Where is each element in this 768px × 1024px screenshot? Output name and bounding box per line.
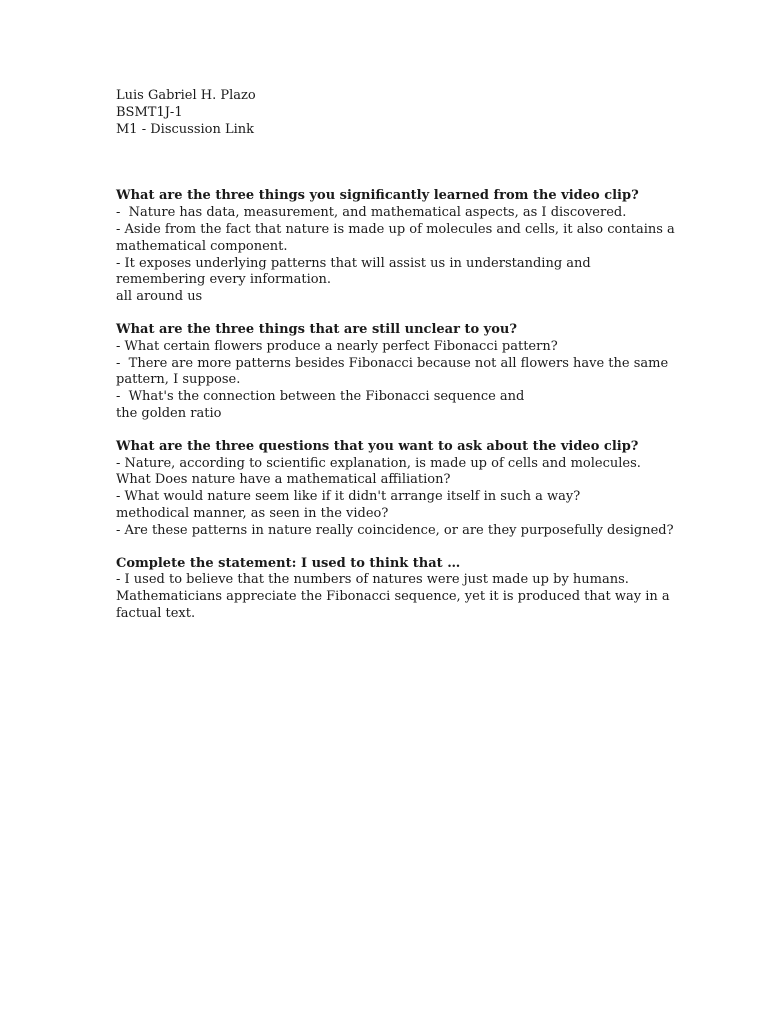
section-learned	[116, 188, 679, 306]
answer-line: - Nature, according to scientific explanation, is made up of cells and molecules.	[116, 455, 641, 471]
answer-line: Mathematicians appreciate the Fibonacci sequence, yet it is produced that way in a factual text.	[116, 589, 674, 621]
answer-line: - There are more patterns besides Fibonacci because not all flowers have the same pattern, I suppose.	[116, 355, 673, 388]
answer-line: - It exposes underlying patterns that will assist us in understanding and remembering every information.	[116, 255, 595, 288]
section-unclear	[116, 322, 676, 423]
answer-line: all around us	[116, 289, 203, 305]
answer-line: methodical manner, as seen in the video?	[116, 505, 389, 521]
answer-line: the golden ratio	[116, 405, 222, 421]
answer-line: - What would nature seem like if it didn't arrange itself in such a way?	[116, 489, 581, 505]
author-name: Luis Gabriel H. Plazo	[116, 88, 256, 103]
answer-line: - Nature has data, measurement, and mathematical aspects, as I discovered.	[116, 205, 627, 221]
document-page	[116, 88, 679, 639]
question-heading: What are the three things that are still unclear to you?	[116, 321, 517, 337]
answer-line: - Aside from the fact that nature is made up of molecules and cells, it also contains a mathematical component.	[116, 221, 679, 254]
section-statement	[116, 556, 676, 623]
module-title: M1 - Discussion Link	[116, 121, 255, 137]
question-heading: Complete the statement: I used to think that …	[116, 555, 461, 571]
header-spacer	[116, 138, 676, 188]
document-header	[116, 88, 676, 138]
answer-line: - What certain flowers produce a nearly perfect Fibonacci pattern?	[116, 338, 558, 354]
answer-line: - Are these patterns in nature really coincidence, or are they purposefully designed?	[116, 522, 674, 538]
answer-line: - I used to believe that the numbers of natures were just made up by humans.	[116, 572, 629, 588]
answer-line: What Does nature have a mathematical affiliation?	[116, 472, 451, 488]
answer-line: - What's the connection between the Fibonacci sequence and	[116, 389, 525, 405]
class-section: BSMT1J-1	[116, 104, 183, 120]
section-questions	[116, 439, 676, 540]
question-heading: What are the three things you significantly learned from the video clip?	[116, 188, 639, 204]
question-heading: What are the three questions that you want to ask about the video clip?	[116, 438, 639, 454]
